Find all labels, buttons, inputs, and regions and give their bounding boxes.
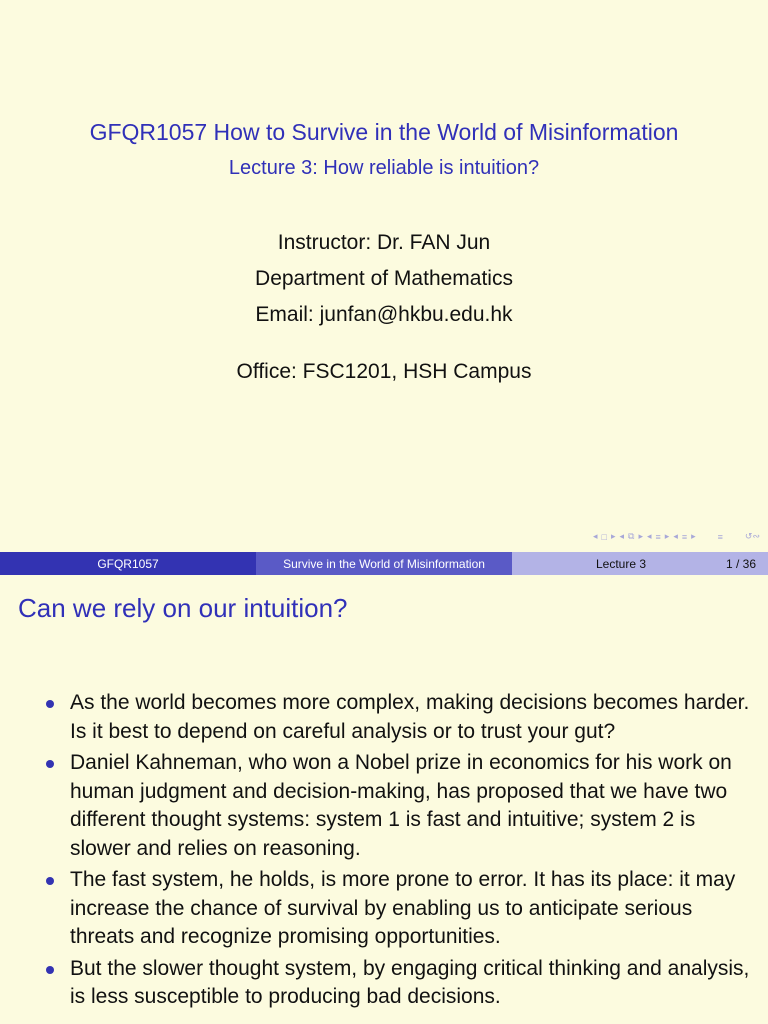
beamer-navigation-bar bbox=[593, 531, 760, 542]
office-line: Office: FSC1201, HSH Campus bbox=[236, 360, 532, 383]
align-icon[interactable]: ≡ bbox=[717, 531, 723, 542]
arrow-right-icon[interactable]: ▸ bbox=[610, 531, 616, 541]
bullet-item bbox=[46, 749, 758, 863]
footer-short-title: Survive in the World of Misinformation bbox=[256, 552, 512, 575]
arrow-left-icon[interactable]: ◂ bbox=[646, 531, 652, 541]
content-slide bbox=[0, 575, 768, 1024]
bullet-text: As the world becomes more complex, making decisions becomes harder. Is it best to depend on careful analysis or to trust your gut? bbox=[70, 691, 750, 743]
bullet-list bbox=[46, 689, 758, 1015]
arrow-left-icon[interactable]: ◂ bbox=[619, 531, 625, 541]
bullet-item bbox=[46, 689, 758, 746]
footer-lecture: Lecture 3 bbox=[596, 556, 647, 571]
arrow-left-icon[interactable]: ◂ bbox=[673, 531, 678, 541]
lecture-title: Lecture 3: How reliable is intuition? bbox=[228, 157, 540, 179]
bullet-dot-icon bbox=[46, 760, 54, 768]
footer-right bbox=[512, 552, 768, 575]
arrow-right-icon[interactable]: ▸ bbox=[638, 531, 643, 541]
align-icon[interactable]: ≡ bbox=[681, 531, 688, 542]
footer-course-code: GFQR1057 bbox=[0, 552, 256, 575]
bullet-dot-icon bbox=[46, 700, 54, 708]
bullet-text: But the slower thought system, by engaging critical thinking and analysis, is less susceptible to producing bad decisions. bbox=[70, 956, 750, 1008]
frame-title: Can we rely on our intuition? bbox=[18, 593, 348, 623]
bullet-dot-icon bbox=[46, 966, 54, 974]
arrow-left-icon[interactable]: ◂ bbox=[592, 531, 598, 541]
arrow-right-icon[interactable]: ▸ bbox=[664, 531, 670, 541]
slide-footer bbox=[0, 552, 768, 575]
subsection-icon[interactable]: ⧉ bbox=[628, 531, 635, 541]
footer-page-number: 1 / 36 bbox=[725, 556, 756, 571]
search-icon[interactable]: ↺∾ bbox=[744, 531, 760, 541]
department-line: Department of Mathematics bbox=[255, 267, 513, 290]
frame-icon[interactable]: □ bbox=[601, 531, 607, 542]
bullet-dot-icon bbox=[46, 877, 54, 885]
bullet-text: The fast system, he holds, is more prone to error. It has its place: it may increase the chance of survival by enabling us to anticipate serious threats and recognize promising opportunities. bbox=[70, 868, 736, 948]
email-line: Email: junfan@hkbu.edu.hk bbox=[255, 303, 513, 326]
bullet-text: Daniel Kahneman, who won a Nobel prize in economics for his work on human judgment and decision-making, has proposed that we have two different thought systems: system 1 is fast and intuitive; system 2 is slower and relies on reasoning. bbox=[70, 751, 732, 860]
section-icon[interactable]: ≡ bbox=[655, 531, 661, 542]
bullet-item bbox=[46, 866, 758, 952]
bullet-item bbox=[46, 955, 758, 1012]
course-title: GFQR1057 How to Survive in the World of Misinformation bbox=[89, 119, 679, 145]
instructor-line: Instructor: Dr. FAN Jun bbox=[277, 231, 491, 254]
arrow-right-icon[interactable]: ▸ bbox=[691, 531, 696, 541]
